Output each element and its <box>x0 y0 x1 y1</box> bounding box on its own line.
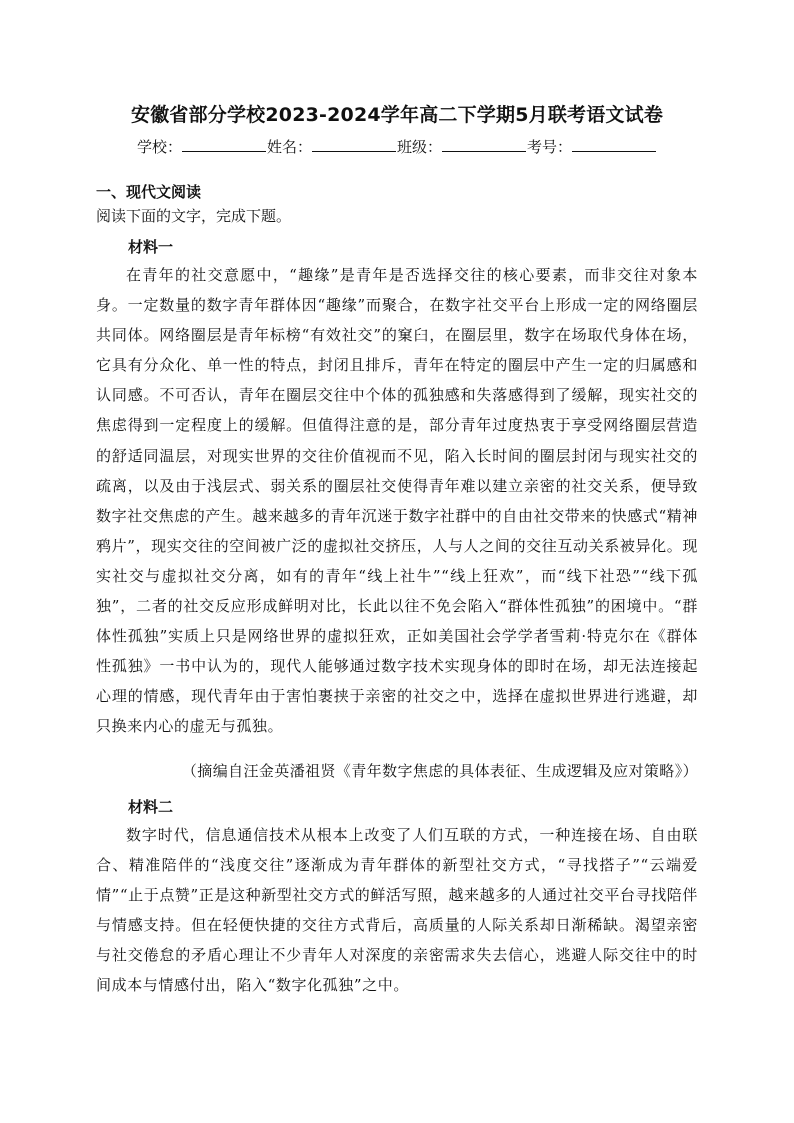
section-heading: 一、现代文阅读 <box>96 183 202 201</box>
class-label: 班级： <box>397 138 443 156</box>
material-one-paragraph: 在青年的社交意愿中，“趣缘”是青年是否选择交往的核心要素，而非交往对象本身。一定数量的数字青年群体因“趣缘”而聚合，在数字社交平台上形成一定的网络圈层共同体。网络圈层是青年标榜“有效社交”的窠臼，在圈层里，数字在场取代身体在场，它具有分众化、单一性的特点，封闭且排斥，青年在特定的圈层中产生一定的归属感和认同感。不可否认，青年在圈层交往中个体的孤独感和失落感得到了缓解，现实社交的焦虑得到一定程度上的缓解。但值得注意的是，部分青年过度热衷于享受网络圈层营造的舒适同温层，对现实世界的交往价值视而不见，陷入长时间的圈层封闭与现实社交的疏离，以及由于浅层式、弱关系的圈层社交使得青年难以建立亲密的社交关系，便导致数字社交焦虑的产生。越来越多的青年沉迷于数字社群中的自由社交带来的快感式“精神鸦片”，现实交往的空间被广泛的虚拟社交挤压，人与人之间的交往互动关系被异化。现实社交与虚拟社交分离，如有的青年“线上社牛”“线上狂欢”，而“线下社恐”“线下孤独”，二者的社交反应形成鲜明对比，长此以往不免会陷入“群体性孤独”的困境中。“群体性孤独”实质上只是网络世界的虚拟狂欢，正如美国社会学学者雪莉·特克尔在《群体性孤独》一书中认为的，现代人能够通过数字技术实现身体的即时在场，却无法连接起心理的情感，现代青年由于害怕裹挟于亲密的社交之中，选择在虚拟世界进行逃避，却只换来内心的虚无与孤独。 <box>96 266 698 736</box>
class-blank <box>442 137 526 152</box>
exam-title: 安徽省部分学校2023-2024学年高二下学期5月联考语文试卷 <box>130 104 664 126</box>
reading-instruction: 阅读下面的文字，完成下题。 <box>96 207 292 225</box>
school-field <box>137 136 267 157</box>
school-blank <box>182 137 266 152</box>
name-label: 姓名： <box>266 138 312 156</box>
exam-number-label: 考号： <box>527 138 573 156</box>
exam-number-blank <box>572 137 656 152</box>
name-blank <box>312 137 396 152</box>
school-label: 学校： <box>136 138 182 156</box>
material-one-heading: 材料一 <box>128 238 174 256</box>
name-field <box>267 136 397 157</box>
exam-number-field <box>527 136 657 157</box>
class-field <box>397 136 527 157</box>
material-two-paragraph: 数字时代，信息通信技术从根本上改变了人们互联的方式，一种连接在场、自由联合、精准陪伴的“浅度交往”逐渐成为青年群体的新型社交方式，“寻找搭子”“云端爱情”“止于点赞”正是这种新型社交方式的鲜活写照，越来越多的人通过社交平台寻找陪伴与情感支持。但在轻便快捷的交往方式背后，高质量的人际关系却日渐稀缺。渴望亲密与社交倦怠的矛盾心理让不少青年人对深度的亲密需求失去信心，逃避人际交往中的时间成本与情感付出，陷入“数字化孤独”之中。 <box>96 826 699 995</box>
material-two-heading: 材料二 <box>128 798 174 816</box>
student-info-row <box>0 136 794 157</box>
material-one-source: （摘编自汪金英潘祖贤《青年数字焦虑的具体表征、生成逻辑及应对策略》） <box>181 762 698 780</box>
